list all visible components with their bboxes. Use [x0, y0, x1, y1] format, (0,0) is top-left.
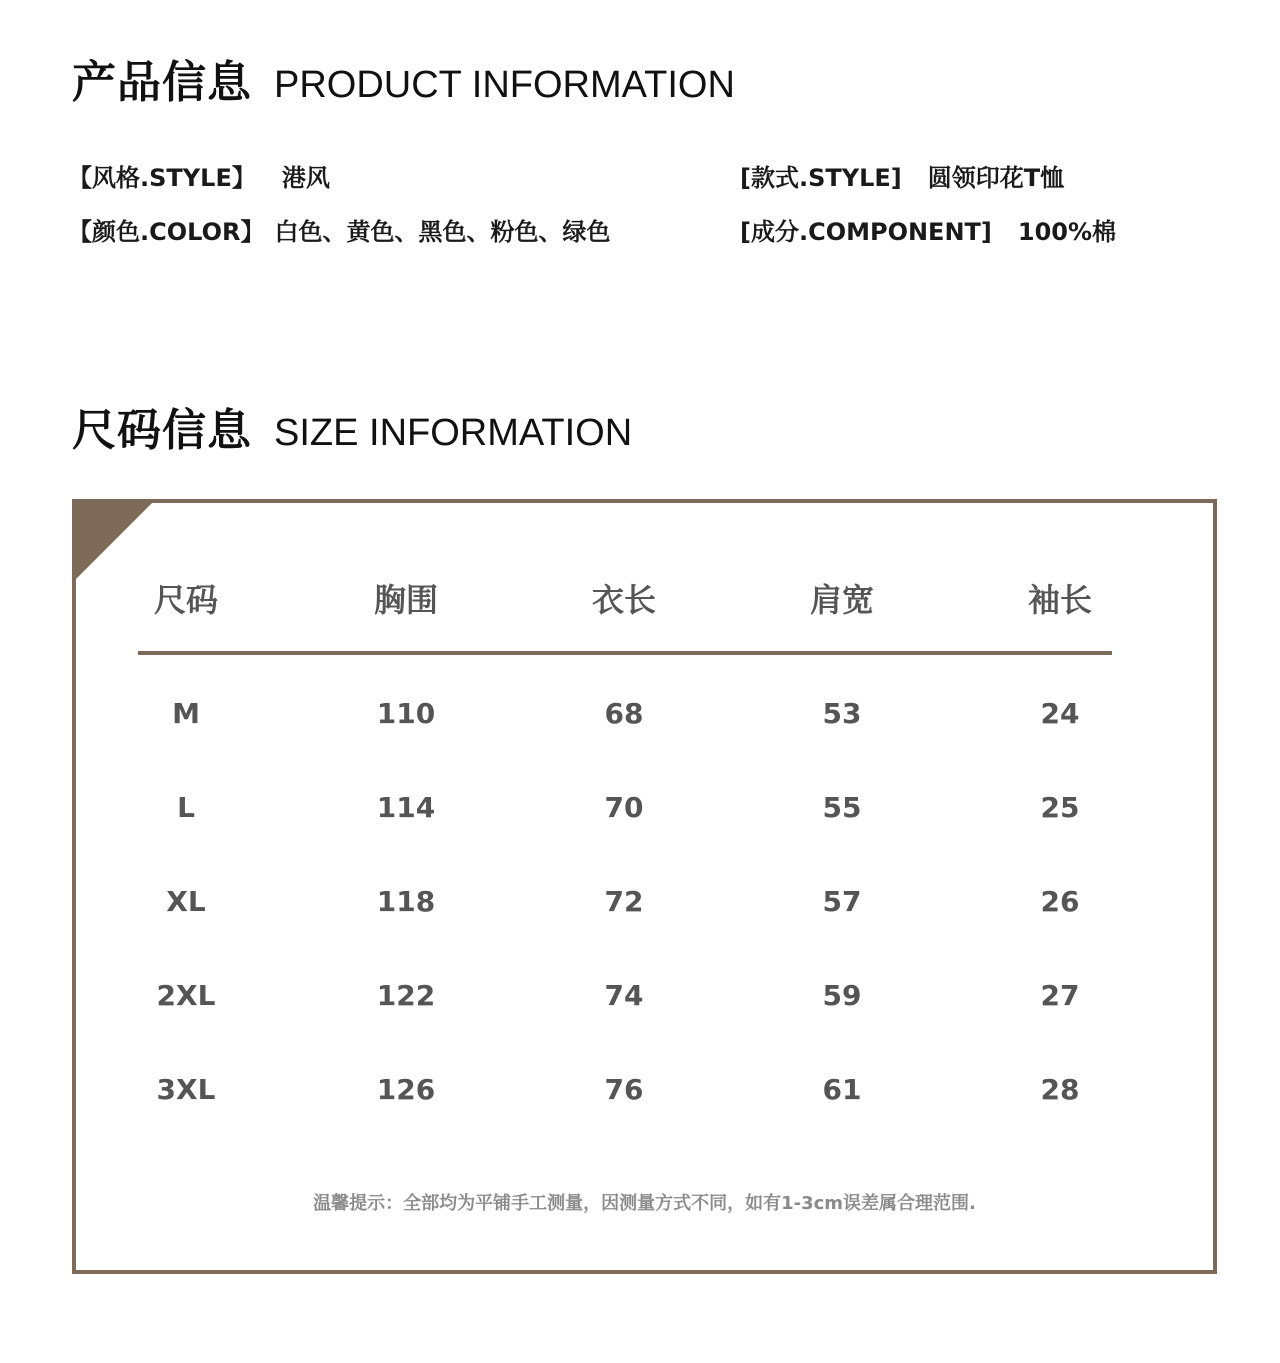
info-color [68, 212, 610, 247]
table-cell: 53 [822, 697, 862, 730]
table-cell: 126 [376, 1073, 436, 1106]
table-cell: 28 [1040, 1073, 1080, 1106]
table-header-cell: 尺码 [153, 581, 218, 619]
table-cell: 25 [1040, 791, 1080, 824]
style-left-value: 港风 [281, 164, 330, 192]
table-cell: 3XL [156, 1073, 216, 1106]
component-value: 100%棉 [1017, 218, 1117, 246]
table-cell: 26 [1040, 885, 1080, 918]
table-cell: 61 [822, 1073, 862, 1106]
table-cell: M [172, 697, 200, 730]
table-cell: 59 [822, 979, 862, 1012]
component-label: [成分.COMPONENT] [740, 218, 992, 246]
table-cell: 68 [604, 697, 644, 730]
table-cell: 27 [1040, 979, 1080, 1012]
style-right-value: 圆领印花T恤 [927, 164, 1065, 192]
table-header-cell: 衣长 [591, 581, 656, 619]
size-info-title-cn: 尺码信息 [72, 405, 252, 456]
table-cell: 118 [376, 885, 436, 918]
table-header-cell: 胸围 [373, 581, 438, 619]
size-table [76, 503, 1213, 1270]
table-header-cell: 袖长 [1027, 581, 1092, 619]
info-style-left [68, 158, 330, 193]
size-info-title-en: SIZE INFORMATION [274, 412, 633, 454]
size-table-box [72, 499, 1217, 1274]
table-cell: XL [166, 885, 206, 918]
info-style-right [740, 158, 1064, 193]
table-cell: 76 [604, 1073, 644, 1106]
table-cell: 114 [376, 791, 436, 824]
table-cell: 57 [822, 885, 862, 918]
table-header-cell: 肩宽 [809, 581, 874, 619]
table-cell: 122 [376, 979, 436, 1012]
product-info-title-en: PRODUCT INFORMATION [274, 64, 735, 106]
style-right-label: [款式.STYLE] [740, 164, 902, 192]
product-info-title [72, 46, 735, 110]
table-cell: 72 [604, 885, 644, 918]
table-cell: L [177, 791, 195, 824]
table-cell: 110 [376, 697, 436, 730]
color-value: 白色、黄色、黑色、粉色、绿色 [274, 218, 611, 246]
color-label: 【颜色.COLOR】 [68, 218, 265, 246]
product-info-title-cn: 产品信息 [72, 57, 252, 108]
table-cell: 24 [1040, 697, 1080, 730]
table-cell: 74 [604, 979, 644, 1012]
table-cell: 2XL [156, 979, 216, 1012]
table-cell: 55 [822, 791, 862, 824]
header-divider [138, 651, 1112, 655]
style-left-label: 【风格.STYLE】 [68, 164, 256, 192]
info-component [740, 212, 1116, 247]
measurement-note: 温馨提示：全部均为平铺手工测量，因测量方式不同，如有1-3cm误差属合理范围. [313, 1193, 976, 1214]
size-info-title [72, 394, 632, 458]
table-cell: 70 [604, 791, 644, 824]
